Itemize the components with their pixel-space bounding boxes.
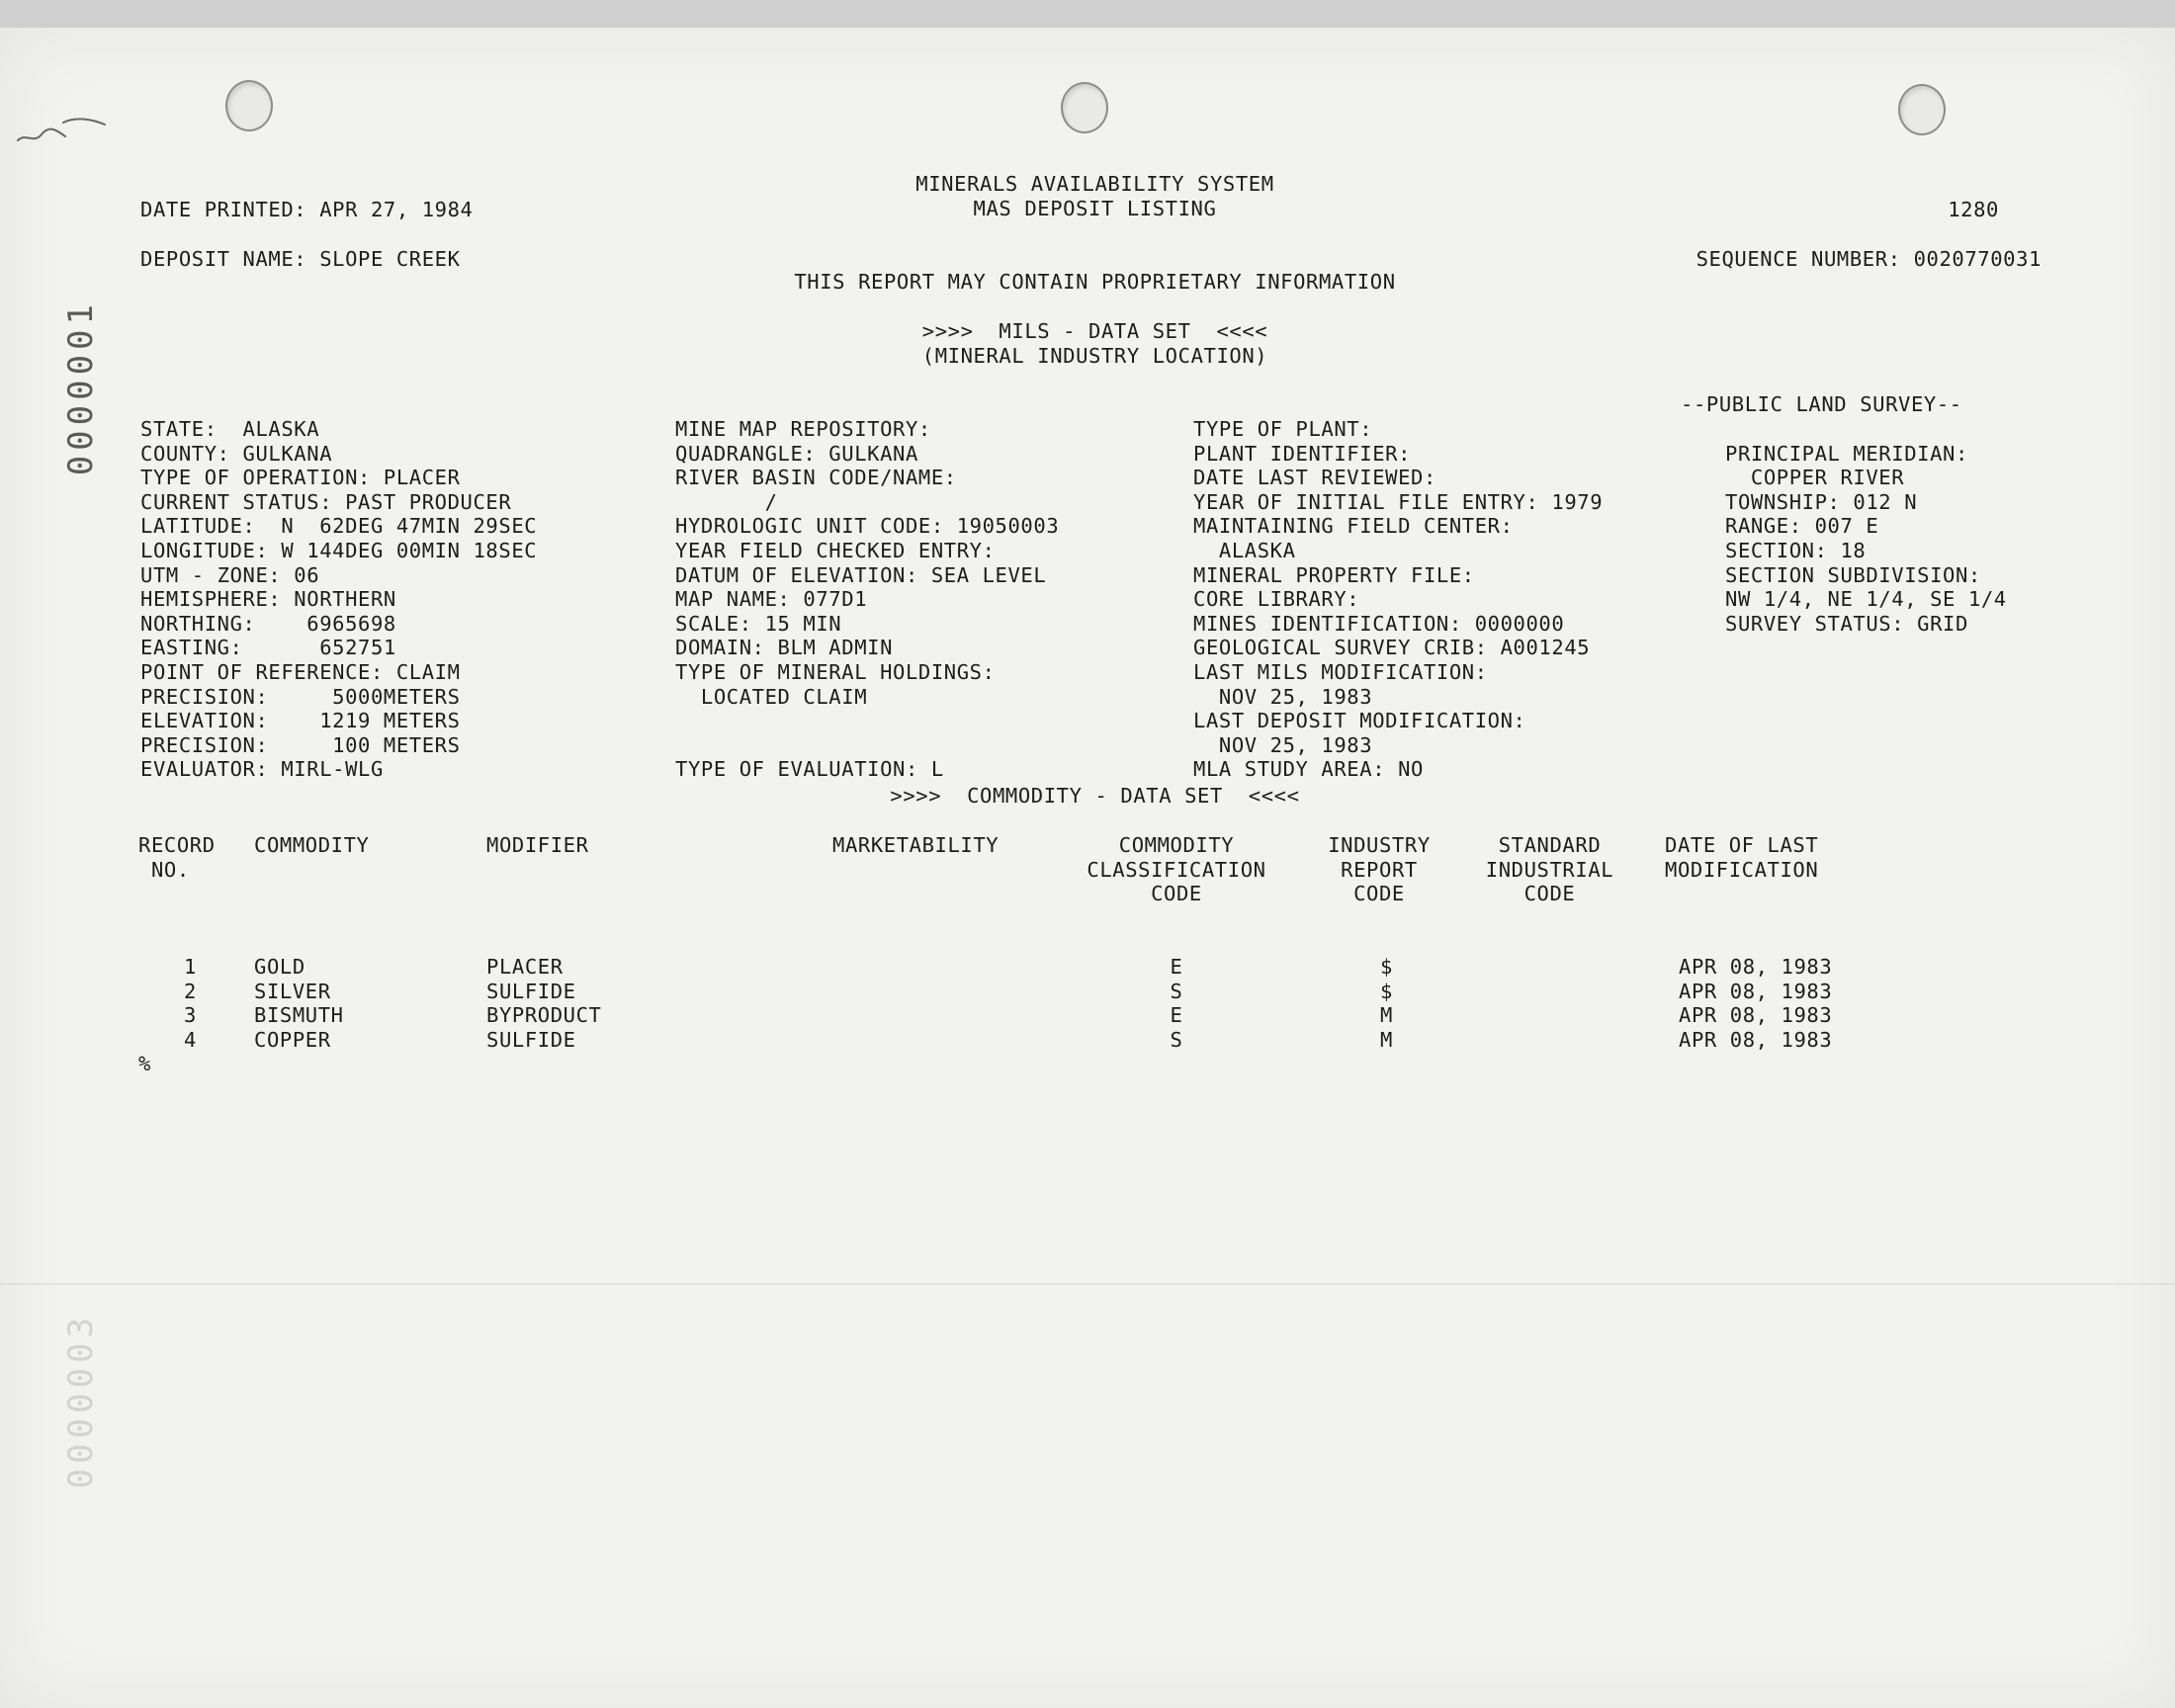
field-line: NORTHING: 6965698 bbox=[140, 611, 396, 636]
field-line: TYPE OF PLANT: bbox=[1193, 417, 1373, 441]
field-line: LAST DEPOSIT MODIFICATION: bbox=[1193, 709, 1526, 733]
field-line: CORE LIBRARY: bbox=[1193, 587, 1360, 612]
row-industry-report-code: $ bbox=[1380, 979, 1393, 1003]
field-line: TOWNSHIP: 012 N bbox=[1725, 489, 1918, 514]
field-line: YEAR OF INITIAL FILE ENTRY: 1979 bbox=[1193, 489, 1604, 514]
field-line: NOV 25, 1983 bbox=[1193, 684, 1373, 709]
field-line: DATE LAST REVIEWED: bbox=[1193, 466, 1436, 490]
row-modifier: PLACER bbox=[486, 955, 564, 979]
row-classification-code: S bbox=[1170, 979, 1183, 1003]
field-line: MINES IDENTIFICATION: 0000000 bbox=[1193, 611, 1565, 636]
field-line: COPPER RIVER bbox=[1725, 466, 1905, 490]
field-line: QUADRANGLE: GULKANA bbox=[675, 441, 918, 466]
field-line: LONGITUDE: W 144DEG 00MIN 18SEC bbox=[140, 539, 538, 562]
field-line: SECTION: 18 bbox=[1725, 539, 1867, 562]
field-line: NW 1/4, NE 1/4, SE 1/4 bbox=[1725, 587, 2007, 612]
field-line: PLANT IDENTIFIER: bbox=[1193, 441, 1412, 466]
field-line: CURRENT STATUS: PAST PRODUCER bbox=[140, 489, 512, 514]
field-line: DOMAIN: BLM ADMIN bbox=[675, 636, 894, 660]
field-line: RIVER BASIN CODE/NAME: bbox=[675, 466, 957, 490]
deposit-name: DEPOSIT NAME: SLOPE CREEK bbox=[140, 247, 461, 271]
field-line: TYPE OF OPERATION: PLACER bbox=[140, 466, 461, 490]
listing-title: MAS DEPOSIT LISTING bbox=[973, 197, 1217, 220]
field-line: PRECISION: 100 METERS bbox=[140, 732, 461, 757]
row-commodity: COPPER bbox=[254, 1027, 331, 1052]
field-line: MAINTAINING FIELD CENTER: bbox=[1193, 514, 1514, 539]
field-line: MAP NAME: 077D1 bbox=[675, 587, 868, 612]
field-line: MINERAL PROPERTY FILE: bbox=[1193, 562, 1475, 587]
field-line: EVALUATOR: MIRL-WLG bbox=[140, 757, 384, 782]
row-commodity: GOLD bbox=[254, 955, 305, 979]
field-line: GEOLOGICAL SURVEY CRIB: A001245 bbox=[1193, 636, 1591, 660]
mils-subtitle: (MINERAL INDUSTRY LOCATION) bbox=[921, 344, 1268, 368]
report-page bbox=[0, 28, 2175, 1708]
row-date-last-modification: APR 08, 1983 bbox=[1679, 955, 1833, 979]
fiche-number-ghost: 0000003 bbox=[61, 1313, 101, 1490]
header-commodity: COMMODITY bbox=[254, 833, 370, 857]
punch-hole-center bbox=[1061, 82, 1108, 133]
row-date-last-modification: APR 08, 1983 bbox=[1679, 979, 1833, 1003]
row-record-no: 1 bbox=[184, 955, 197, 979]
row-record-no: 4 bbox=[184, 1027, 197, 1052]
field-line: SURVEY STATUS: GRID bbox=[1725, 611, 1968, 636]
row-classification-code: S bbox=[1170, 1027, 1183, 1052]
sequence-number: SEQUENCE NUMBER: 0020770031 bbox=[1696, 247, 2042, 271]
field-line: NOV 25, 1983 bbox=[1193, 732, 1373, 757]
row-commodity: SILVER bbox=[254, 979, 331, 1003]
row-record-no: 3 bbox=[184, 1003, 197, 1028]
row-modifier: SULFIDE bbox=[486, 979, 576, 1003]
fiche-number: 0000001 bbox=[61, 299, 101, 476]
header-industry-report-code: INDUSTRY REPORT CODE bbox=[1328, 833, 1431, 906]
field-line: LAST MILS MODIFICATION: bbox=[1193, 660, 1488, 684]
field-line: EASTING: 652751 bbox=[140, 636, 396, 660]
public-land-survey-title: --PUBLIC LAND SURVEY-- bbox=[1681, 392, 1962, 416]
field-line: TYPE OF EVALUATION: L bbox=[675, 757, 944, 782]
field-line: DATUM OF ELEVATION: SEA LEVEL bbox=[675, 562, 1047, 587]
row-industry-report-code: $ bbox=[1380, 955, 1393, 979]
row-classification-code: E bbox=[1170, 955, 1183, 979]
field-line: ELEVATION: 1219 METERS bbox=[140, 709, 461, 733]
field-line: UTM - ZONE: 06 bbox=[140, 562, 320, 587]
field-line: COUNTY: GULKANA bbox=[140, 441, 333, 466]
pen-mark-icon bbox=[14, 111, 108, 150]
row-classification-code: E bbox=[1170, 1003, 1183, 1028]
field-line: HYDROLOGIC UNIT CODE: 19050003 bbox=[675, 514, 1060, 539]
field-line: TYPE OF MINERAL HOLDINGS: bbox=[675, 660, 996, 684]
field-line: PRINCIPAL MERIDIAN: bbox=[1725, 441, 1968, 466]
row-modifier: SULFIDE bbox=[486, 1027, 576, 1052]
header-date-last-modification: DATE OF LAST MODIFICATION bbox=[1665, 833, 1819, 882]
punch-hole-left bbox=[225, 80, 273, 131]
header-classification-code: COMMODITY CLASSIFICATION CODE bbox=[1087, 833, 1266, 906]
punch-hole-right bbox=[1898, 84, 1946, 135]
field-line: SECTION SUBDIVISION: bbox=[1725, 562, 1981, 587]
page-fold bbox=[0, 1283, 2175, 1285]
field-line: / bbox=[675, 489, 778, 514]
row-industry-report-code: M bbox=[1380, 1003, 1393, 1028]
row-record-no: 2 bbox=[184, 979, 197, 1003]
date-printed: DATE PRINTED: APR 27, 1984 bbox=[140, 198, 474, 221]
row-date-last-modification: APR 08, 1983 bbox=[1679, 1027, 1833, 1052]
field-line: ALASKA bbox=[1193, 539, 1296, 562]
field-line: YEAR FIELD CHECKED ENTRY: bbox=[675, 539, 996, 562]
row-commodity: BISMUTH bbox=[254, 1003, 344, 1028]
commodity-title: >>>> COMMODITY - DATA SET <<<< bbox=[890, 784, 1300, 808]
row-modifier: BYPRODUCT bbox=[486, 1003, 602, 1028]
field-line: PRECISION: 5000METERS bbox=[140, 684, 461, 709]
field-line: MLA STUDY AREA: NO bbox=[1193, 757, 1424, 782]
field-line: HEMISPHERE: NORTHERN bbox=[140, 587, 396, 612]
end-marker: % bbox=[138, 1052, 151, 1075]
field-line: SCALE: 15 MIN bbox=[675, 611, 842, 636]
field-line: MINE MAP REPOSITORY: bbox=[675, 417, 931, 441]
field-line: RANGE: 007 E bbox=[1725, 514, 1879, 539]
header-record-no: RECORD NO. bbox=[138, 833, 216, 882]
page-number: 1280 bbox=[1948, 198, 1999, 221]
row-industry-report-code: M bbox=[1380, 1027, 1393, 1052]
field-line: LATITUDE: N 62DEG 47MIN 29SEC bbox=[140, 514, 538, 539]
header-marketability: MARKETABILITY bbox=[832, 833, 1000, 857]
header-modifier: MODIFIER bbox=[486, 833, 589, 857]
header-standard-industrial-code: STANDARD INDUSTRIAL CODE bbox=[1485, 833, 1614, 906]
system-title: MINERALS AVAILABILITY SYSTEM bbox=[915, 172, 1274, 196]
field-line: LOCATED CLAIM bbox=[675, 684, 868, 709]
field-line: POINT OF REFERENCE: CLAIM bbox=[140, 660, 461, 684]
mils-title: >>>> MILS - DATA SET <<<< bbox=[921, 319, 1268, 343]
proprietary-notice: THIS REPORT MAY CONTAIN PROPRIETARY INFORMATION bbox=[794, 270, 1396, 294]
row-date-last-modification: APR 08, 1983 bbox=[1679, 1003, 1833, 1028]
field-line: STATE: ALASKA bbox=[140, 417, 320, 441]
